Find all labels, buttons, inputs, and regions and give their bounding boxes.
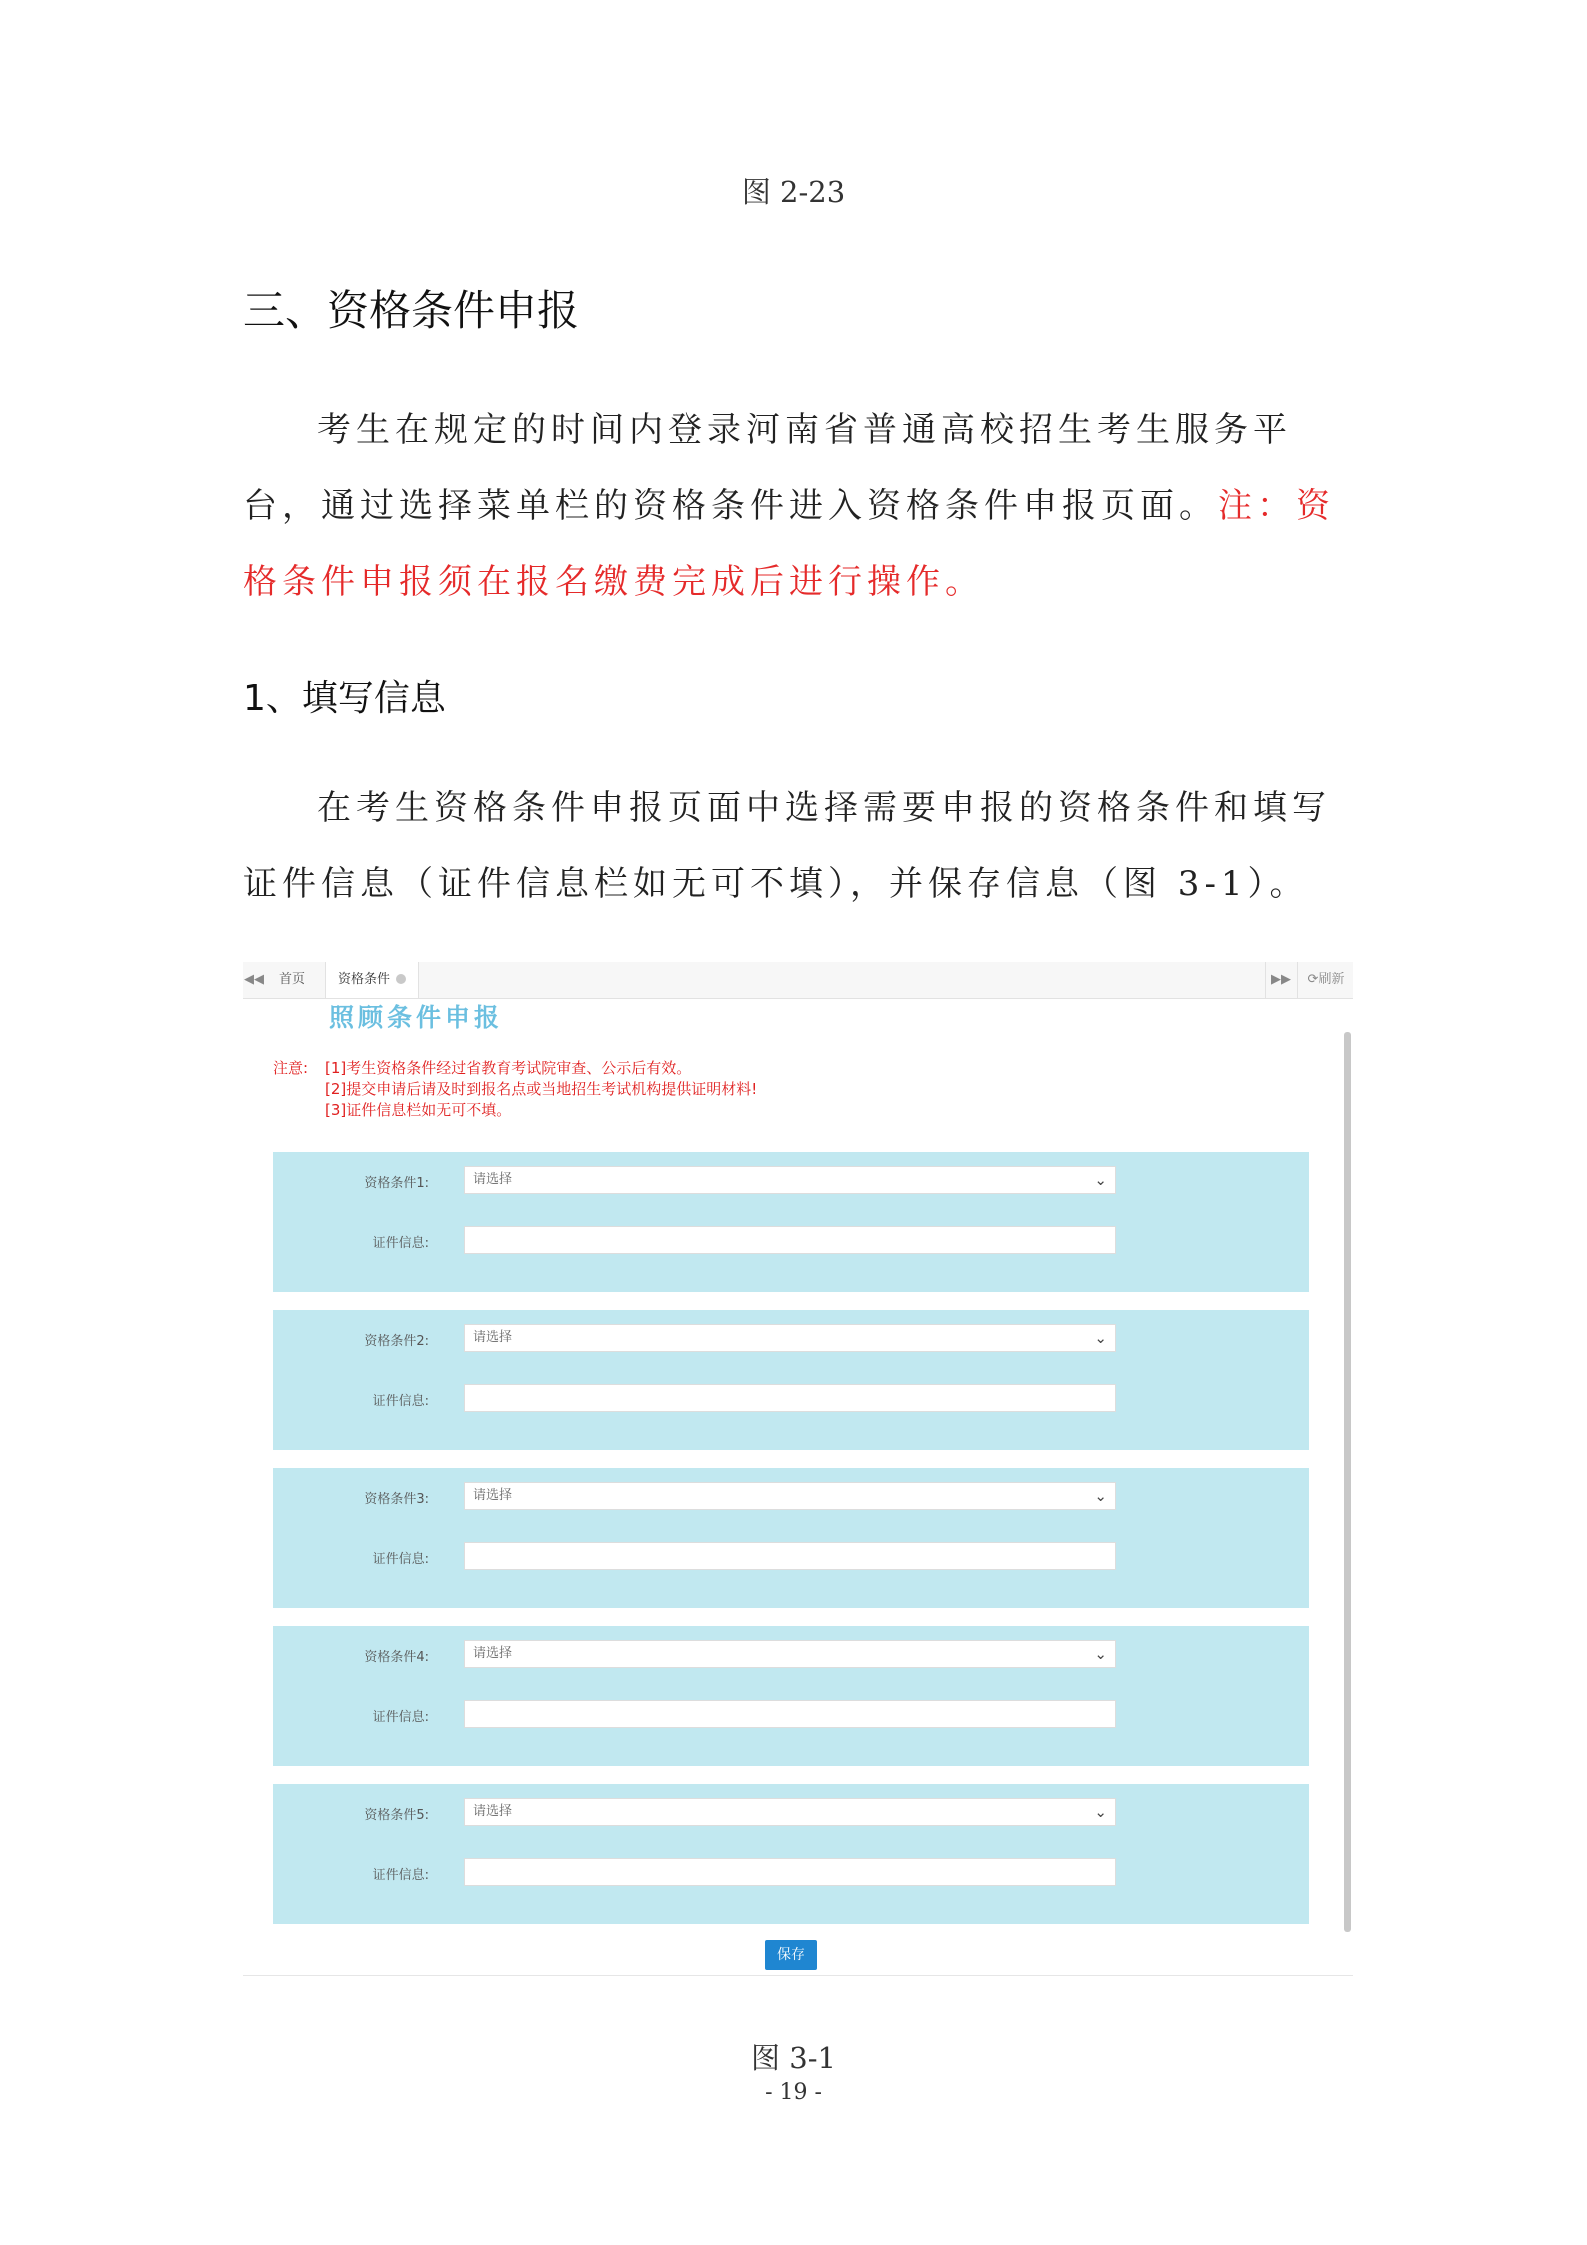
notice-line: [3]证件信息栏如无可不填。 xyxy=(325,1101,512,1119)
fill-info-paragraph: 在考生资格条件申报页面中选择需要申报的资格条件和填写证件信息（证件信息栏如无可不填），并保存信息（图 3-1）。 xyxy=(243,788,1331,904)
cert-input-3[interactable] xyxy=(464,1542,1116,1570)
page-number: - 19 - xyxy=(765,2080,822,2105)
notice-label: 注意: xyxy=(273,1059,309,1077)
chevron-down-icon: ⌄ xyxy=(1094,1171,1107,1189)
screenshot-figure xyxy=(243,962,1353,1976)
condition-panel-4 xyxy=(273,1626,1309,1766)
tab-qualification-label: 资格条件 xyxy=(338,972,391,987)
refresh-label: 刷新 xyxy=(1318,972,1345,987)
cert-label: 证件信息: xyxy=(372,1394,429,1409)
condition-select-3[interactable] xyxy=(464,1482,1116,1510)
double-right-arrow-icon[interactable]: ▶▶ xyxy=(1265,962,1296,998)
intro-note: 注：资格条件申报须在报名缴费完成后进行操作。 xyxy=(243,486,1335,602)
cert-label: 证件信息: xyxy=(372,1236,429,1251)
tab-bar xyxy=(243,962,1353,999)
cert-input-5[interactable] xyxy=(464,1858,1116,1886)
condition-panel-5 xyxy=(273,1784,1309,1924)
condition-panel-2 xyxy=(273,1310,1309,1450)
notice-line: [1]考生资格条件经过省教育考试院审查、公示后有效。 xyxy=(325,1059,692,1077)
condition-select-1[interactable] xyxy=(464,1166,1116,1194)
subheading: 1、填写信息 xyxy=(243,678,446,719)
select-value: 请选择 xyxy=(473,1172,513,1187)
section-heading: 三、资格条件申报 xyxy=(243,286,580,335)
refresh-icon: ⟳ xyxy=(1307,972,1319,987)
condition-label: 资格条件5: xyxy=(364,1808,429,1823)
cert-input-1[interactable] xyxy=(464,1226,1116,1254)
tab-close-icon[interactable] xyxy=(396,974,406,984)
tab-home[interactable]: 首页 xyxy=(279,972,306,987)
notice-line: [2]提交申请后请及时到报名点或当地招生考试机构提供证明材料! xyxy=(325,1080,758,1098)
tab-qualification[interactable] xyxy=(325,962,419,998)
cert-input-4[interactable] xyxy=(464,1700,1116,1728)
condition-panel-1 xyxy=(273,1152,1309,1292)
select-value: 请选择 xyxy=(473,1488,513,1503)
condition-panel-3 xyxy=(273,1468,1309,1608)
chevron-down-icon: ⌄ xyxy=(1094,1487,1107,1505)
cert-input-2[interactable] xyxy=(464,1384,1116,1412)
scrollbar[interactable] xyxy=(1344,1032,1351,1932)
condition-select-2[interactable] xyxy=(464,1324,1116,1352)
cert-label: 证件信息: xyxy=(372,1868,429,1883)
figure-caption-top: 图 2-23 xyxy=(741,175,846,209)
intro-paragraph xyxy=(243,392,1350,620)
chevron-down-icon: ⌄ xyxy=(1094,1803,1107,1821)
condition-label: 资格条件1: xyxy=(364,1176,429,1191)
select-value: 请选择 xyxy=(473,1330,513,1345)
condition-label: 资格条件4: xyxy=(364,1650,429,1665)
select-value: 请选择 xyxy=(473,1646,513,1661)
cert-label: 证件信息: xyxy=(372,1710,429,1725)
select-value: 请选择 xyxy=(473,1804,513,1819)
intro-text: 考生在规定的时间内登录河南省普通高校招生考生服务平台，通过选择菜单栏的资格条件进入资格条件申报页面。 xyxy=(243,410,1292,526)
cert-label: 证件信息: xyxy=(372,1552,429,1567)
figure-caption-bottom: 图 3-1 xyxy=(751,2041,836,2075)
save-button[interactable]: 保存 xyxy=(765,1940,817,1970)
chevron-down-icon: ⌄ xyxy=(1094,1329,1107,1347)
refresh-button[interactable] xyxy=(1297,962,1353,998)
condition-select-4[interactable] xyxy=(464,1640,1116,1668)
condition-select-5[interactable] xyxy=(464,1798,1116,1826)
condition-label: 资格条件3: xyxy=(364,1492,429,1507)
chevron-down-icon: ⌄ xyxy=(1094,1645,1107,1663)
double-left-arrow-icon[interactable]: ◀◀ xyxy=(244,972,264,987)
condition-label: 资格条件2: xyxy=(364,1334,429,1349)
page-title: 照顾条件申报 xyxy=(329,1003,504,1032)
